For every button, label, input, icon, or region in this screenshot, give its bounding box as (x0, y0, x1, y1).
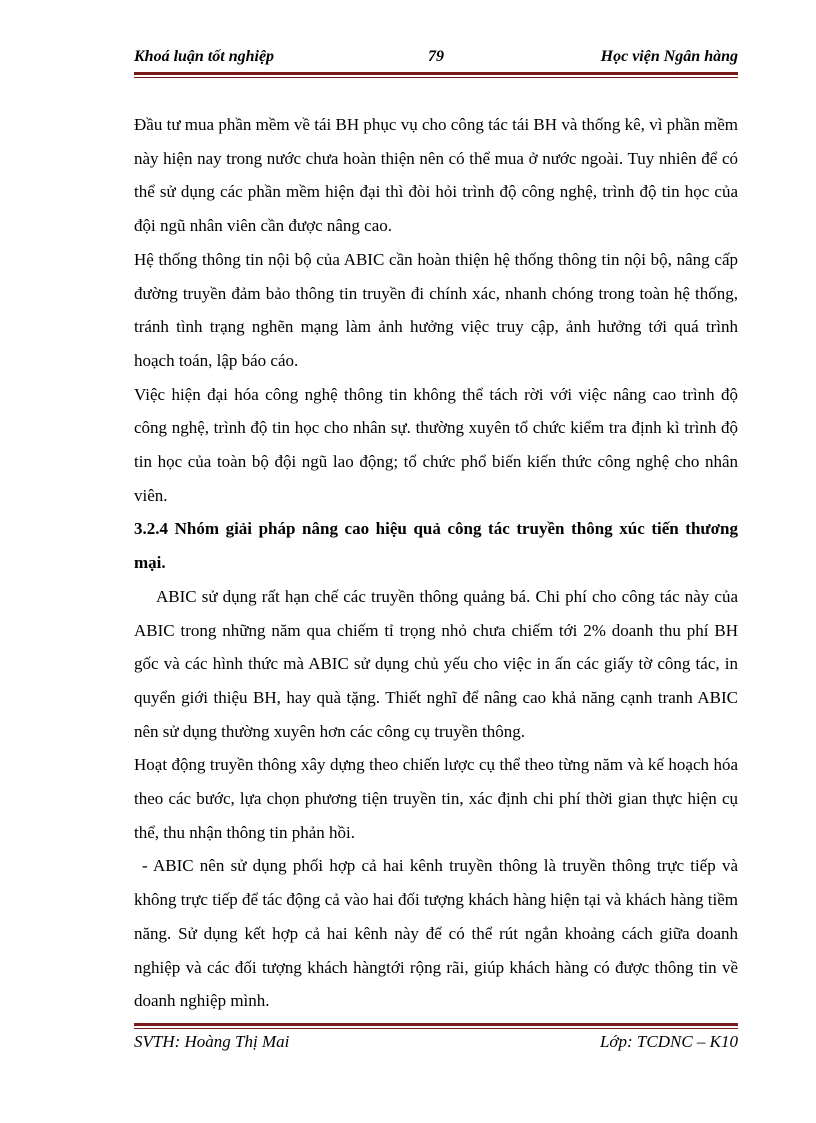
paragraph: Việc hiện đại hóa công nghệ thông tin không thể tách rời với việc nâng cao trình độ công nghệ, trình độ tin học cho nhân sự. thường xuyên tổ chức kiểm tra định kì trình độ tin học của toàn bộ đội ngũ lao động; tổ chức phổ biến kiến thức công nghệ cho nhân viên. (134, 384, 738, 505)
bullet-paragraph: - ABIC nên sử dụng phối hợp cả hai kênh truyền thông là truyền thông trực tiếp và không trực tiếp để tác động cả vào hai đối tượng khách hàng hiện tại và khách hàng tiềm năng. Sử dụng kết hợp cả hai kênh này để có thể rút ngắn khoảng cách giữa doanh nghiệp và các đối tượng khách hàngtới rộng rãi, giúp khách hàng có được thông tin về doanh nghiệp mình. (134, 856, 738, 1011)
page-header (134, 48, 738, 70)
document-body (134, 108, 738, 1018)
page-footer (134, 1032, 738, 1056)
paragraph: Đầu tư mua phần mềm về tái BH phục vụ cho công tác tái BH và thống kê, vì phần mềm này hiện nay trong nước chưa hoàn thiện nên có thể mua ở nước ngoài. Tuy nhiên để có thể sử dụng các phần mềm hiện đại thì đòi hỏi trình độ công nghệ, trình độ tin học của đội ngũ nhân viên cần được nâng cao. (134, 115, 738, 236)
paragraph: Hệ thống thông tin nội bộ của ABIC cần hoàn thiện hệ thống thông tin nội bộ, nâng cấp đường truyền đảm bảo thông tin truyền đi chính xác, nhanh chóng trong toàn hệ thống, tránh tình trạng nghẽn mạng làm ảnh hưởng việc truy cập, ảnh hưởng tới quá trình hoạch toán, lập báo cáo. (134, 249, 738, 370)
paragraph: ABIC sử dụng rất hạn chế các truyền thông quảng bá. Chi phí cho công tác này của ABIC trong những năm qua chiếm tỉ trọng nhỏ chưa chiếm tới 2% doanh thu phí BH gốc và các hình thức mà ABIC sử dụng chủ yếu cho việc in ấn các giấy tờ công tác, in quyển giới thiệu BH, hay quà tặng. Thiết nghĩ để nâng cao khả năng cạnh tranh ABIC nên sử dụng thường xuyên hơn các công cụ truyền thông. (134, 586, 738, 741)
paragraph: Hoạt động truyền thông xây dựng theo chiến lược cụ thể theo từng năm và kế hoạch hóa theo các bước, lựa chọn phương tiện truyền tin, xác định chi phí thời gian thực hiện cụ thể, thu nhận thông tin phản hồi. (134, 755, 738, 842)
header-divider (134, 72, 738, 78)
page-number: 79 (428, 48, 444, 65)
footer-class: Lớp: TCDNC – K10 (599, 1032, 738, 1051)
header-thesis-label: Khoá luận tốt nghiệp (134, 48, 275, 65)
footer-divider (134, 1023, 738, 1029)
footer-author: SVTH: Hoàng Thị Mai (134, 1032, 290, 1051)
section-heading: 3.2.4 Nhóm giải pháp nâng cao hiệu quả công tác truyền thông xúc tiến thương mại. (134, 519, 738, 573)
header-institution: Học viện Ngân hàng (600, 48, 738, 65)
